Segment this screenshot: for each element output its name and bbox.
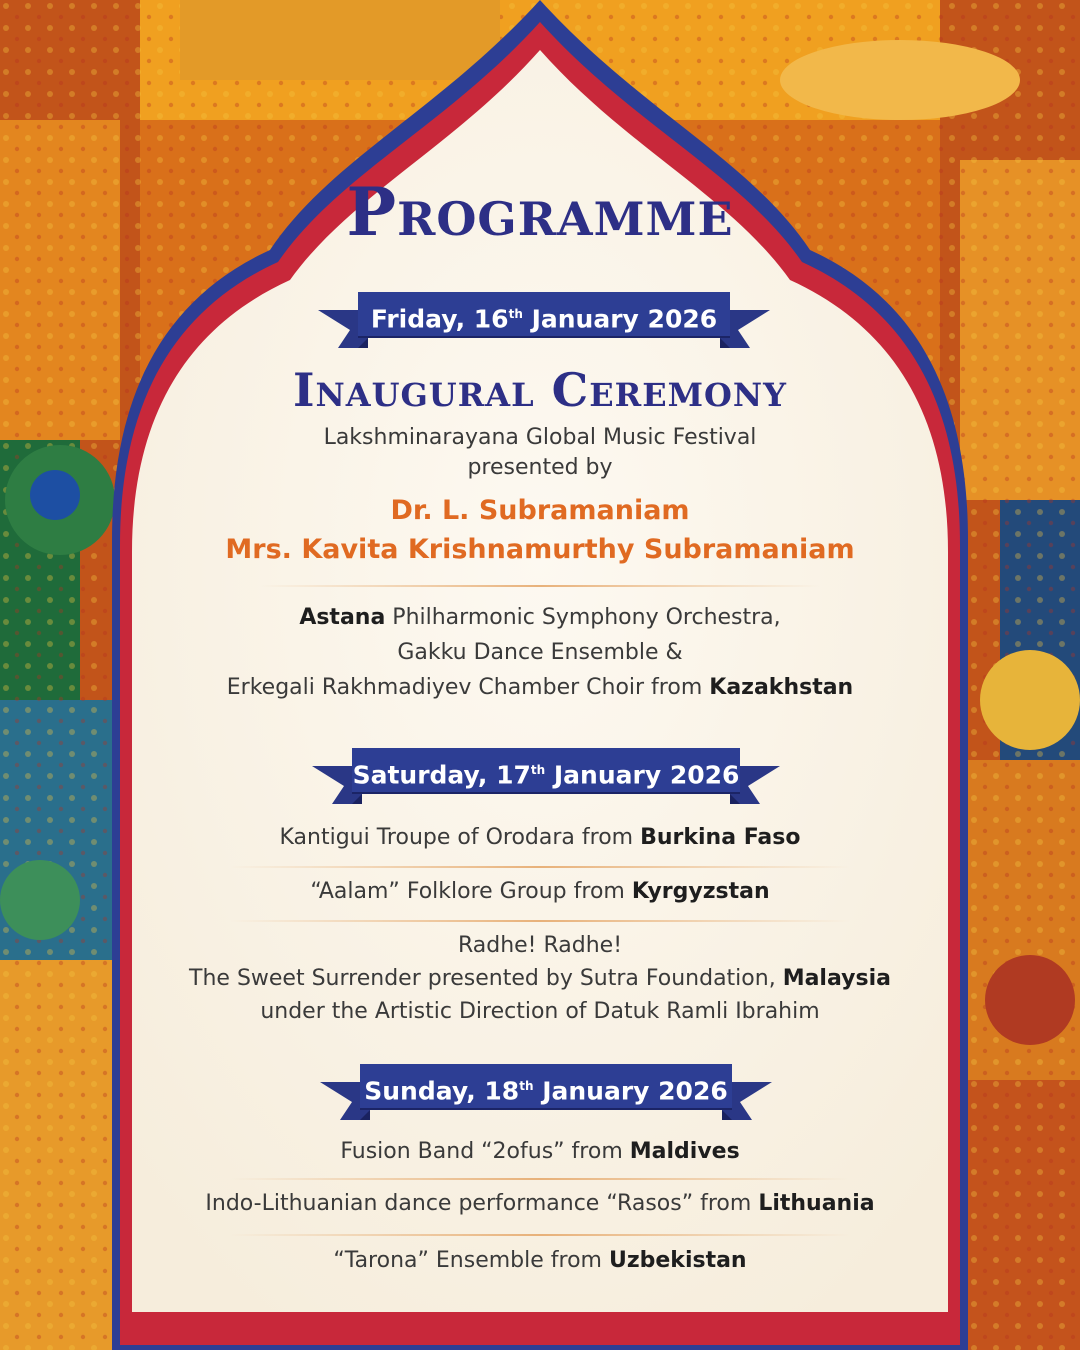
inaugural-heading: Inaugural Ceremony — [292, 363, 788, 417]
divider — [230, 1178, 850, 1180]
page-title: Programme — [346, 173, 734, 251]
day-label-saturday: Saturday, 17th January 2026 — [352, 748, 740, 792]
saturday-item-3-line-1: Radhe! Radhe! — [457, 933, 623, 958]
divider — [230, 1234, 850, 1236]
presenter-1: Dr. L. Subramaniam — [390, 495, 690, 526]
kazakhstan-line-1: Astana Philharmonic Symphony Orchestra, — [299, 605, 781, 630]
sunday-item-2: Indo-Lithuanian dance performance “Rasos” from Lithuania — [205, 1191, 875, 1216]
day-ribbon-saturday — [312, 746, 780, 806]
festival-line: Lakshminarayana Global Music Festival — [323, 425, 757, 450]
divider — [260, 585, 820, 587]
sunday-item-3: “Tarona” Ensemble from Uzbekistan — [333, 1248, 747, 1273]
presenter-2: Mrs. Kavita Krishnamurthy Subramaniam — [225, 534, 855, 565]
day-ribbon-sunday — [320, 1062, 772, 1122]
divider — [230, 866, 850, 868]
sunday-item-1: Fusion Band “2ofus” from Maldives — [340, 1139, 740, 1164]
saturday-item-3-line-3: under the Artistic Direction of Datuk Ramli Ibrahim — [260, 999, 820, 1024]
saturday-item-3-line-2: The Sweet Surrender presented by Sutra Foundation, Malaysia — [189, 966, 891, 991]
saturday-item-2: “Aalam” Folklore Group from Kyrgyzstan — [310, 879, 770, 904]
presented-by: presented by — [467, 455, 613, 480]
day-ribbon-friday — [318, 290, 770, 350]
saturday-item-1: Kantigui Troupe of Orodara from Burkina Faso — [279, 825, 801, 850]
kazakhstan-line-3: Erkegali Rakhmadiyev Chamber Choir from Kazakhstan — [226, 675, 854, 700]
day-label-friday: Friday, 16th January 2026 — [358, 292, 730, 336]
divider — [230, 920, 850, 922]
day-label-sunday: Sunday, 18th January 2026 — [360, 1064, 732, 1108]
kazakhstan-line-2: Gakku Dance Ensemble & — [397, 640, 683, 665]
